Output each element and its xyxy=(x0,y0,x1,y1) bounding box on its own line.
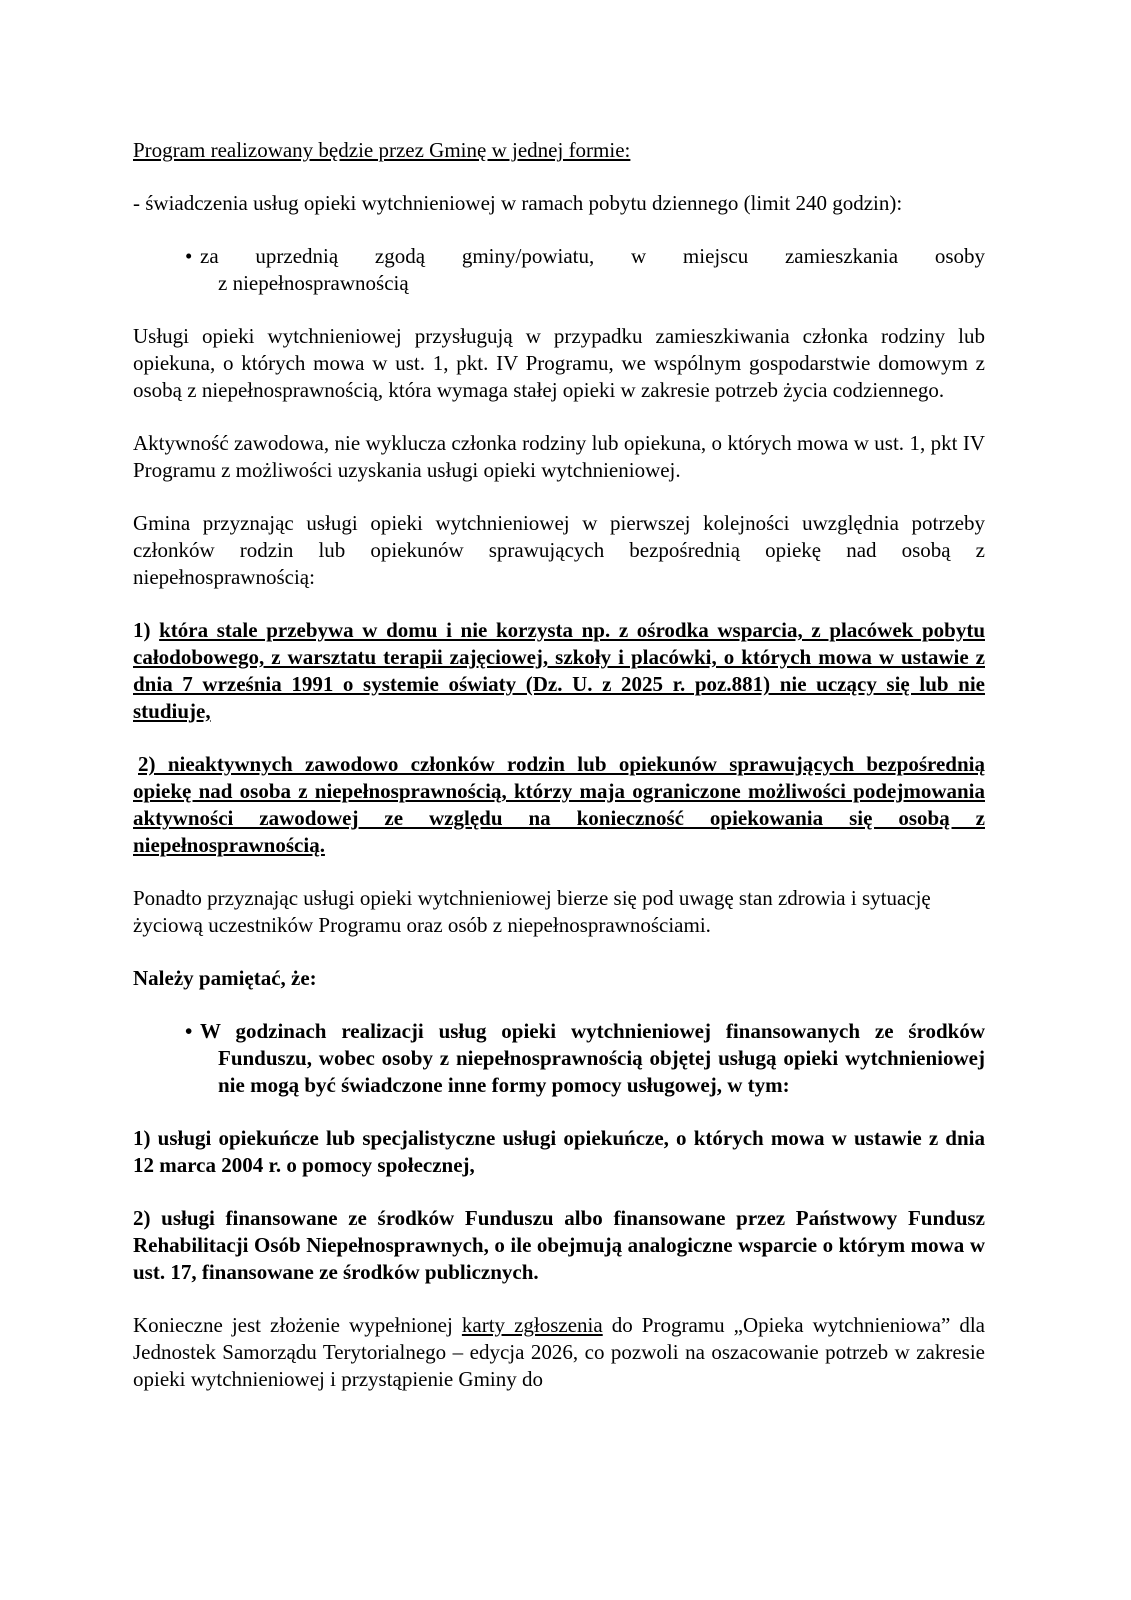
para-gmina-kolejnosc: Gmina przyznając usługi opieki wytchnieniowej w pierwszej kolejności uwzględnia potrzeby członków rodzin lub opiekunów sprawujących bezpośrednią opiekę nad osobą z niepełnosprawnością: xyxy=(133,511,985,589)
final-text-post: do Programu „Opieka wytchnieniowa” dla Jednostek Samorządu Terytorialnego – edycja 2026, co pozwoli na oszacowanie potrzeb w zakresie opieki wytchnieniowej i przystąpienie Gminy do xyxy=(133,1313,985,1391)
para-ponadto-stan-zdrowia: Ponadto przyznając usługi opieki wytchnieniowej bierze się pod uwagę stan zdrowia i sytuację życiową uczestników Programu oraz osób z niepełnosprawnościami. xyxy=(133,886,931,937)
item-1-number: 1) xyxy=(133,618,160,642)
subitem-2-uslugi-finansowane: 2) usługi finansowane ze środków Funduszu albo finansowane przez Państwowy Fundusz Rehabilitacji Osób Niepełnosprawnych, o ile obejmują analogiczne wsparcie o którym mowa w ust. 17, finansowane ze środków publicznych. xyxy=(133,1206,985,1284)
bullet-zgoda-line1: za uprzednią zgodą gminy/powiatu, w miejscu zamieszkania osoby xyxy=(200,244,985,268)
item-2-nieaktywni-zawodowo: 2) nieaktywnych zawodowo członków rodzin lub opiekunów sprawujących bezpośrednią opiekę nad osoba z niepełnosprawnością, którzy maja ograniczone możliwości podejmowania aktywności zawodowej ze względu na konieczność opiekowania się osobą z niepełnosprawnością. xyxy=(133,752,985,857)
bullet-zgoda-line2: z niepełnosprawnością xyxy=(218,271,409,295)
para-forma-dzienna: - świadczenia usług opieki wytchnieniowej w ramach pobytu dziennego (limit 240 godzin): xyxy=(133,191,903,215)
heading-program-forma: Program realizowany będzie przez Gminę w jednej formie: xyxy=(133,138,631,162)
final-text-pre: Konieczne jest złożenie wypełnionej xyxy=(133,1313,462,1337)
bullet-list-forma xyxy=(133,243,985,297)
para-przyslugiwanie: Usługi opieki wytchnieniowej przysługują w przypadku zamieszkiwania członka rodziny lub opiekuna, o których mowa w ust. 1, pkt. IV Programu, we wspólnym gospodarstwie domowym z osobą z niepełnosprawnością, która wymaga stałej opieki w zakresie potrzeb życia codziennego. xyxy=(133,324,985,402)
bullet-godziny-text: W godzinach realizacji usług opieki wytchnieniowej finansowanych ze środków Funduszu, wobec osoby z niepełnosprawnością objętej usługą opieki wytchnieniowej nie mogą być świadczone inne formy pomocy usługowej, w tym: xyxy=(200,1019,985,1097)
item-1-przebywa-w-domu xyxy=(133,617,985,725)
bullet-icon: • xyxy=(185,1019,193,1043)
bullet-item-zgoda xyxy=(133,243,985,297)
final-text-karty-zgloszenia: karty zgłoszenia xyxy=(461,1313,603,1337)
subitem-1-uslugi-opiekuncze: 1) usługi opiekuńcze lub specjalistyczne usługi opiekuńcze, o których mowa w ustawie z dnia 12 marca 2004 r. o pomocy społecznej, xyxy=(133,1126,985,1177)
para-karta-zgloszenia xyxy=(133,1312,985,1393)
bullet-item-godziny-realizacji xyxy=(133,1018,985,1099)
bullet-icon: • xyxy=(185,244,193,268)
heading-nalezy-pamietac: Należy pamiętać, że: xyxy=(133,966,317,990)
item-1-text: która stale przebywa w domu i nie korzysta np. z ośrodka wsparcia, z placówek pobytu całodobowego, z warsztatu terapii zajęciowej, szkoły i placówki, o których mowa w ustawie z dnia 7 września 1991 o systemie oświaty (Dz. U. z 2025 r. poz.881) nie uczący się lub nie studiuje, xyxy=(133,618,985,723)
para-aktywnosc-zawodowa: Aktywność zawodowa, nie wyklucza członka rodziny lub opiekuna, o których mowa w ust. 1, pkt IV Programu z możliwości uzyskania usługi opieki wytchnieniowej. xyxy=(133,431,985,482)
bullet-list-zasady xyxy=(133,1018,985,1099)
